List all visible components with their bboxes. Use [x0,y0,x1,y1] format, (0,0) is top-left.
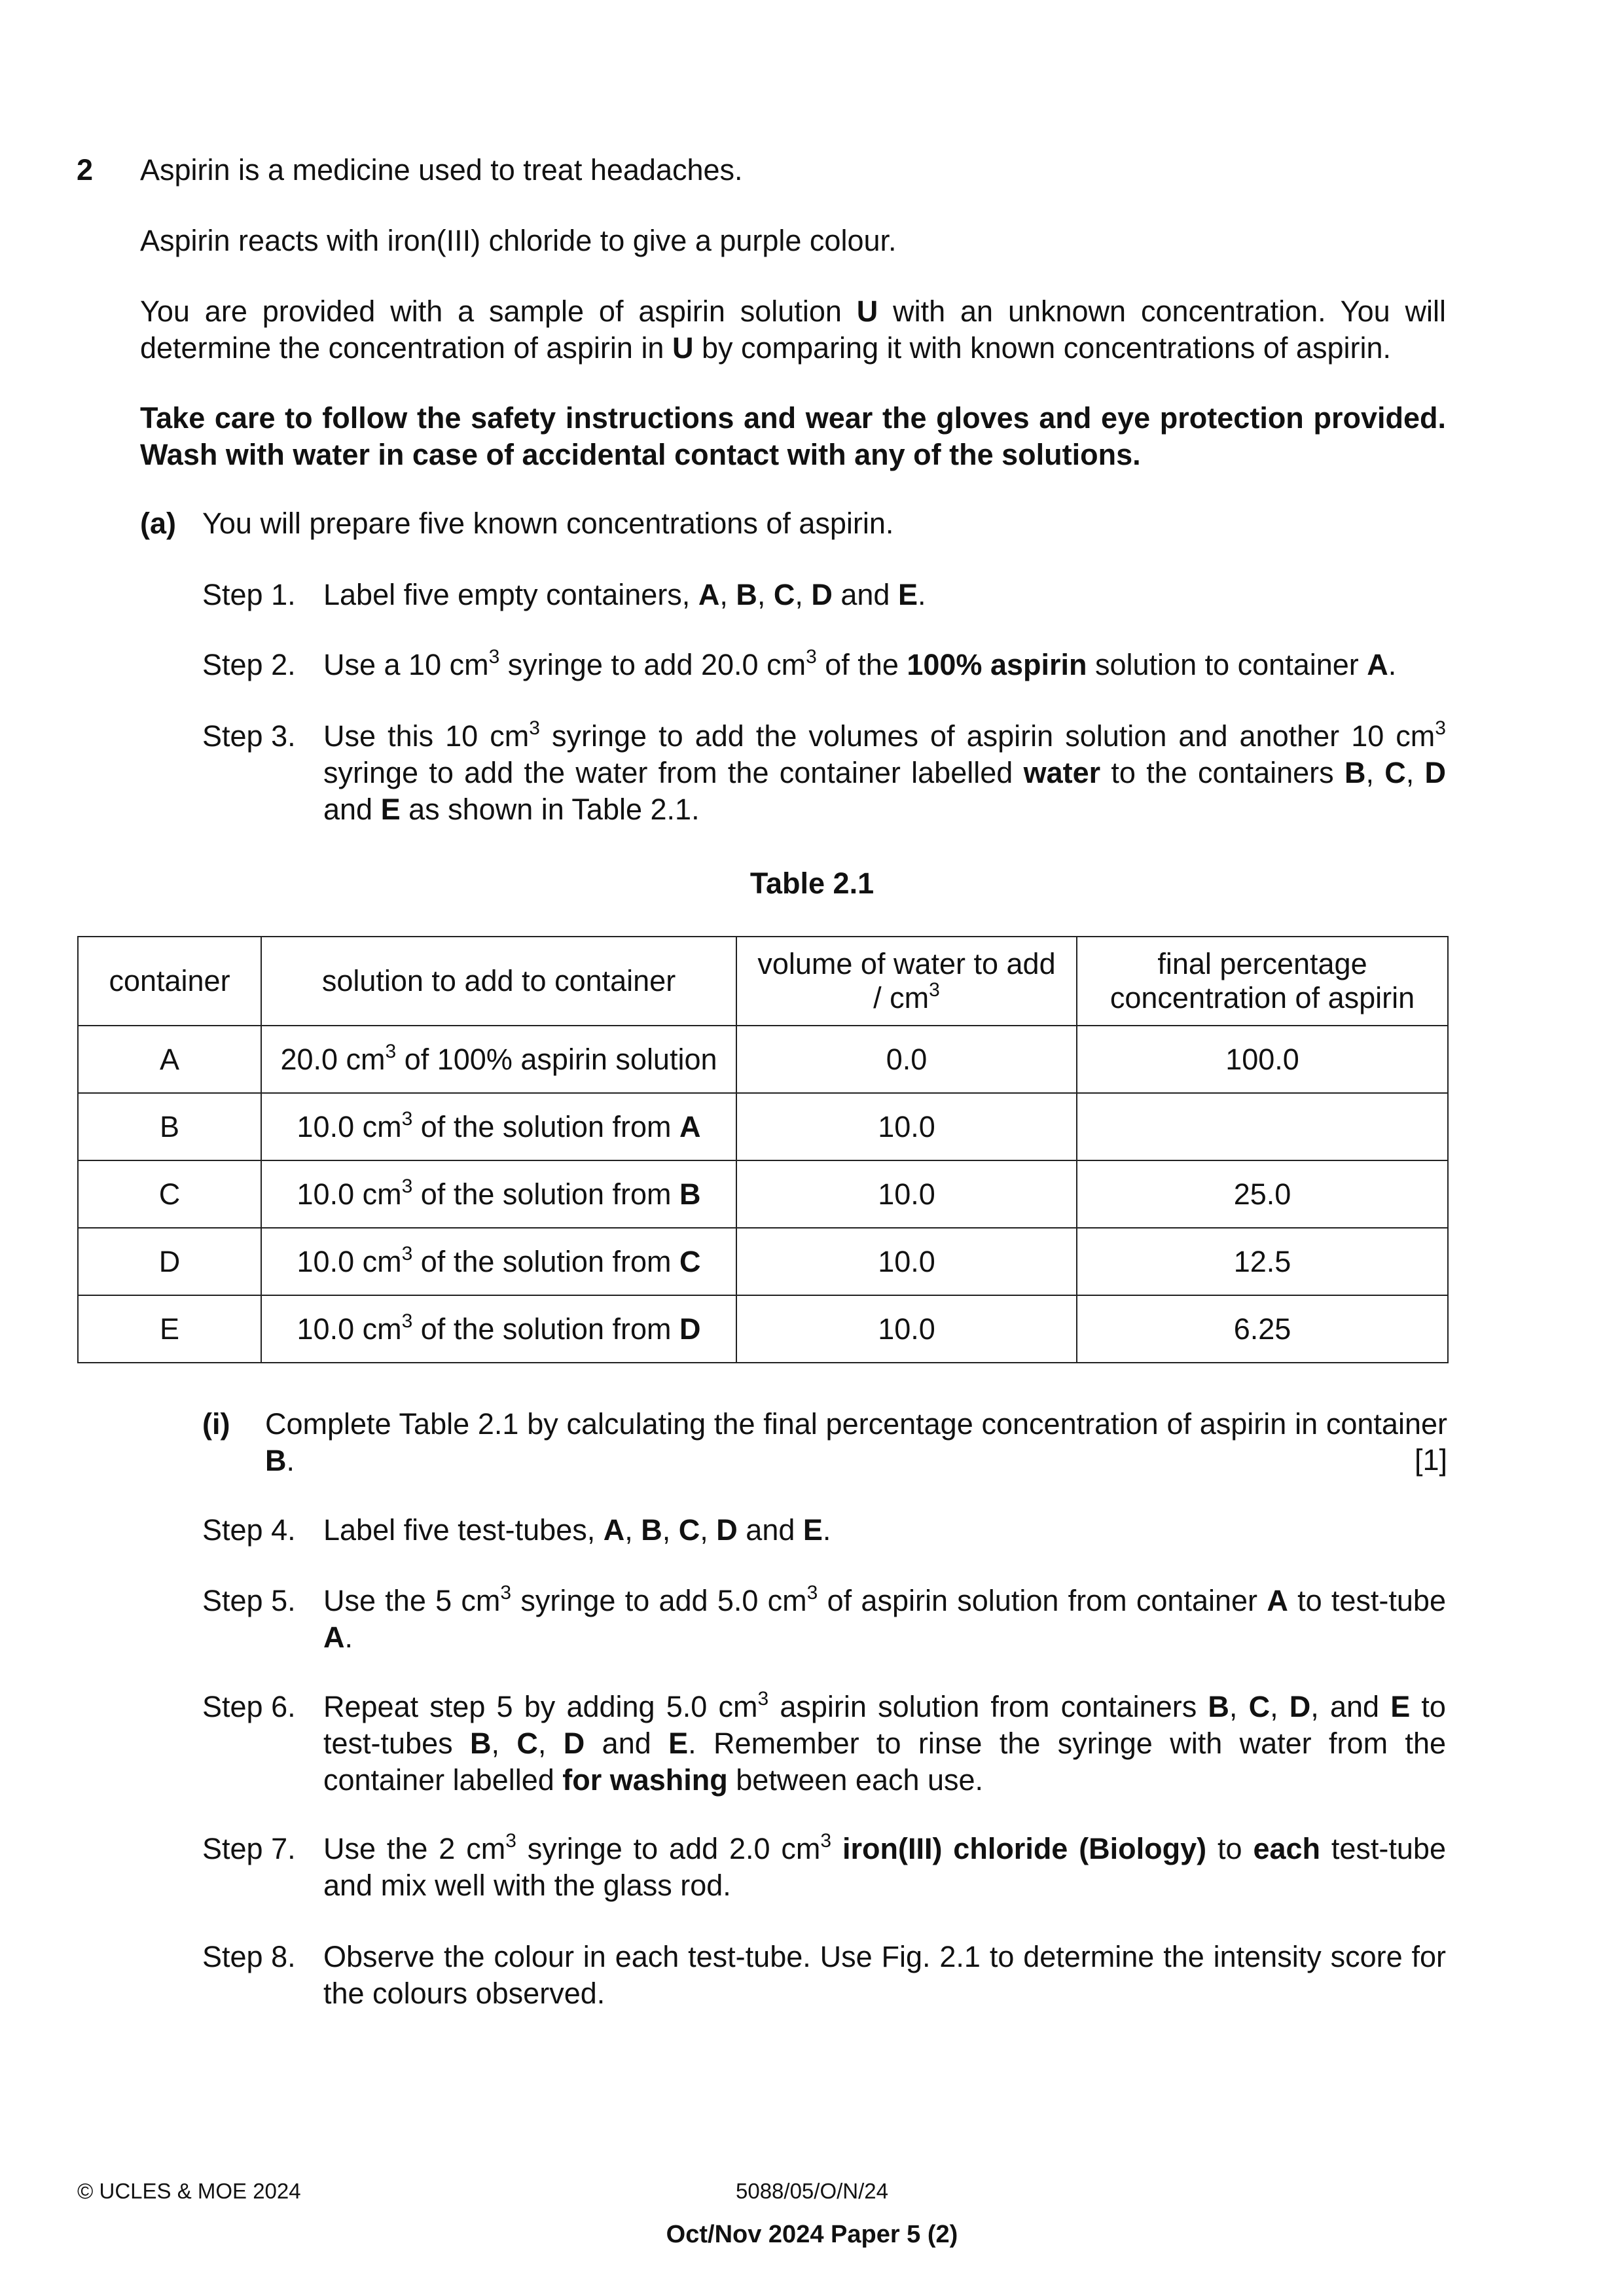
text: , [1270,1690,1290,1723]
superscript: 3 [529,717,540,739]
text: of the [816,648,907,681]
step-6-text [323,1689,1446,1799]
container-label: A [603,1513,625,1547]
text: , and [1310,1690,1391,1723]
text: of aspirin solution from container [818,1584,1267,1617]
table-title: Table 2.1 [749,867,875,900]
cell-solution [261,1295,736,1363]
text: 10.0 cm [297,1109,402,1143]
text: . [822,1513,831,1547]
text: of 100% aspirin solution [396,1042,717,1076]
paper-code: 5088/05/O/N/24 [736,2179,888,2203]
cell-container: B [78,1093,261,1160]
text: to test-tubes [323,1690,1446,1760]
superscript: 3 [1435,717,1446,739]
container-label: B [1208,1690,1229,1723]
text: as shown in Table 2.1. [400,793,700,826]
container-label: B [265,1444,287,1477]
container-label: A [679,1109,701,1143]
container-label: C [678,1513,700,1547]
container-label: C [773,578,795,611]
text: Use this 10 cm [323,719,530,753]
step-8-text: Observe the colour in each test-tube. Use Fig. 2.1 to determine the intensity score for the colours observed. [323,1940,1446,2010]
cell-container: E [78,1295,261,1363]
text: , [491,1727,517,1760]
container-label: D [811,578,833,611]
cell-container: C [78,1160,261,1228]
emphasis: each [1253,1832,1321,1865]
marks: [1] [1414,1443,1447,1477]
superscript: 3 [806,646,817,668]
superscript: 3 [500,1582,512,1604]
superscript: 3 [488,646,500,668]
text: , [1365,756,1385,789]
text: , [1229,1690,1249,1723]
text: 20.0 cm [280,1042,386,1076]
container-label: A [323,1621,345,1654]
header-container: container [78,937,261,1026]
container-label: E [668,1727,689,1760]
text: between each use. [727,1763,984,1797]
table-row [78,1026,1448,1093]
container-label: D [1424,756,1446,789]
text: , [757,578,774,611]
superscript: 3 [401,1242,413,1265]
text: , [537,1727,564,1760]
header-solution: solution to add to container [261,937,736,1026]
container-label: C [1248,1690,1271,1723]
step-5-label: Step 5. [202,1584,296,1617]
step-3-label: Step 3. [202,719,296,753]
container-label: E [380,793,401,826]
cell-solution [261,1228,736,1295]
text [831,1832,842,1865]
superscript: 3 [505,1830,516,1852]
cell-final: 6.25 [1077,1295,1448,1363]
text: and [832,578,898,611]
text: , [1405,756,1425,789]
solution-u-label: U [672,331,694,365]
step-2-label: Step 2. [202,648,296,681]
container-label: B [679,1177,701,1211]
question-number: 2 [77,153,94,187]
container-label: C [516,1727,538,1760]
container-label: A [1367,648,1388,681]
table-row [78,1160,1448,1228]
text: . [286,1444,295,1477]
intro-line-1: Aspirin is a medicine used to treat headaches. [140,153,743,187]
text: with an unknown concentration. You will determine the concentration of aspirin in [140,295,1446,365]
text: and [737,1513,803,1547]
emphasis: for washing [562,1763,728,1797]
emphasis: 100% aspirin [907,648,1087,681]
part-a-label: (a) [140,507,176,540]
table-row [78,1228,1448,1295]
text: of the solution from [412,1177,679,1211]
container-label: B [736,578,757,611]
container-label: E [1390,1690,1411,1723]
header-water-volume [736,937,1077,1026]
text: , [624,1513,641,1547]
cell-final: 25.0 [1077,1160,1448,1228]
container-label: D [563,1727,585,1760]
text: to test-tube [1288,1584,1446,1617]
text: of the solution from [412,1244,679,1278]
text: aspirin solution from containers [768,1690,1208,1723]
header-line: concentration of aspirin [1110,981,1415,1014]
cell-final-answer[interactable] [1077,1093,1448,1160]
header-line: / cm [873,981,929,1014]
header-final-concentration [1077,937,1448,1026]
text: , [662,1513,679,1547]
container-label: D [716,1513,738,1547]
text: Use the 2 cm [323,1832,506,1865]
text: You are provided with a sample of aspirin solution [140,295,857,328]
container-label: D [679,1312,701,1346]
text: by comparing it with known concentrations of aspirin. [693,331,1391,365]
text: of the solution from [412,1109,679,1143]
sub-i-text [265,1406,1447,1479]
container-label: D [1289,1690,1311,1723]
text: 10.0 cm [297,1244,402,1278]
text: solution to container [1087,648,1367,681]
intro-line-2: Aspirin reacts with iron(III) chloride to give a purple colour. [140,224,897,257]
container-label: E [803,1513,823,1547]
text: Label five test-tubes, [323,1513,604,1547]
container-label: B [470,1727,492,1760]
cell-solution [261,1026,736,1093]
cell-final: 100.0 [1077,1026,1448,1093]
text: . [917,578,926,611]
cell-water: 10.0 [736,1093,1077,1160]
superscript: 3 [401,1107,413,1130]
cell-water: 0.0 [736,1026,1077,1093]
intro-paragraph-3 [140,293,1446,367]
text: test-tube and mix well with the glass rod. [323,1832,1446,1902]
header-line: final percentage [1157,947,1367,980]
step-1-text [323,577,1446,613]
superscript: 3 [385,1040,397,1062]
superscript: 3 [806,1582,818,1604]
table-row [78,1295,1448,1363]
safety-notice: Take care to follow the safety instructions and wear the gloves and eye protection provided. Wash with water in case of accidental contact with any of the solutions. [140,401,1446,471]
superscript: 3 [820,1830,832,1852]
superscript: 3 [401,1175,413,1197]
text: Use a 10 cm [323,648,489,681]
solution-u-label: U [856,295,878,328]
text: to the containers [1100,756,1344,789]
container-label: A [698,578,720,611]
sub-i-label: (i) [202,1407,230,1441]
step-3-text [323,718,1446,828]
table-header-row [78,937,1448,1026]
step-1-label: Step 1. [202,578,296,611]
text: syringe to add the volumes of aspirin solution and another 10 cm [539,719,1435,753]
step-6-label: Step 6. [202,1690,296,1723]
text: and [585,1727,669,1760]
text: and [323,793,381,826]
text: syringe to add 5.0 cm [511,1584,807,1617]
superscript: 3 [401,1310,413,1332]
text: . [344,1621,353,1654]
container-label: B [1344,756,1366,789]
container-label: C [679,1244,701,1278]
text: , [700,1513,717,1547]
text: Repeat step 5 by adding 5.0 cm [323,1690,758,1723]
text: . Remember to rinse the syringe with water from the container labelled [323,1727,1446,1797]
container-label: A [1267,1584,1288,1617]
copyright: © UCLES & MOE 2024 [77,2179,301,2203]
container-label: B [641,1513,662,1547]
text: syringe to add the water from the container labelled [323,756,1024,789]
step-8-label: Step 8. [202,1940,296,1973]
text: Use the 5 cm [323,1584,501,1617]
step-5-text [323,1583,1446,1656]
superscript: 3 [757,1688,769,1710]
step-7-label: Step 7. [202,1832,296,1865]
text: , [795,578,812,611]
cell-solution [261,1093,736,1160]
text: . [1388,648,1397,681]
table-2-1 [77,936,1449,1363]
paper-session: Oct/Nov 2024 Paper 5 (2) [666,2221,958,2248]
cell-solution [261,1160,736,1228]
container-label: E [897,578,918,611]
text: Label five empty containers, [323,578,698,611]
cell-container: A [78,1026,261,1093]
cell-water: 10.0 [736,1228,1077,1295]
cell-water: 10.0 [736,1295,1077,1363]
text: 10.0 cm [297,1312,402,1346]
text: of the solution from [412,1312,679,1346]
text: Complete Table 2.1 by calculating the final percentage concentration of aspirin in container [265,1407,1447,1441]
text: syringe to add 2.0 cm [516,1832,821,1865]
text: 10.0 cm [297,1177,402,1211]
text: , [719,578,736,611]
step-7-text [323,1831,1446,1904]
cell-water: 10.0 [736,1160,1077,1228]
step-4-text [323,1512,1446,1549]
container-label: C [1384,756,1406,789]
step-4-label: Step 4. [202,1513,296,1547]
step-2-text [323,647,1446,683]
cell-final: 12.5 [1077,1228,1448,1295]
superscript: 3 [929,979,940,1001]
emphasis: water [1023,756,1101,789]
text: to [1206,1832,1254,1865]
table-row [78,1093,1448,1160]
text: syringe to add 20.0 cm [499,648,806,681]
header-line: volume of water to add [757,947,1056,980]
part-a-text: You will prepare five known concentrations of aspirin. [202,507,894,540]
cell-container: D [78,1228,261,1295]
emphasis: iron(III) chloride (Biology) [842,1832,1207,1865]
